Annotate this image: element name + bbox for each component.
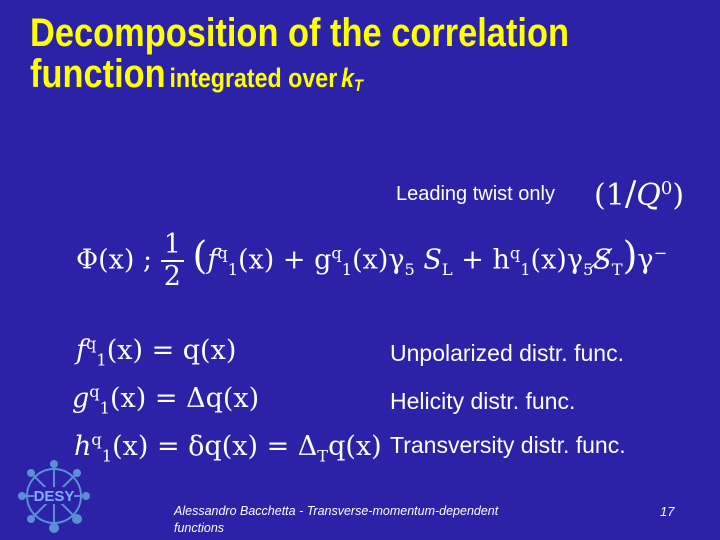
desy-logo [12,458,96,536]
title-line-2-small: integrated over [169,63,338,93]
description-helicity: Helicity distr. func. [390,388,576,414]
power-expression: $(1/Q^0)$ [594,174,685,214]
one-half-fraction: $\frac{1}{2}$ [161,230,184,292]
title-kt: $k_T$ [341,63,363,95]
page-number: 17 [660,504,675,519]
title-line-2 [30,54,569,106]
correlator-equation: Φ(x) ; $\frac{1}{2}$ ($f^q_1(x) + g^q_1(x)\gamma_5$ $S_L$ + $h^q_1(x)\gamma_5S̸_T)\gamma^-$ [76,229,668,292]
footer-text: Alessandro Bacchetta - Transverse-momentum-dependent functions [174,504,499,535]
definition-g1: $g^q_1(x) = \Delta q(x)$ [72,382,260,418]
leading-twist-label: Leading twist only [396,183,555,205]
definition-h1: $h^q_1(x) = \delta q(x) = \Delta_Tq(x)$ [74,430,382,466]
phi-lhs: Φ(x) ; [76,244,153,276]
logo-text: DESY [33,488,75,505]
description-transversity: Transversity distr. func. [390,432,626,458]
title-line-1: Decomposition of the correlation [30,11,569,55]
title-line-2-big: function [30,52,166,96]
slide-title [30,12,569,106]
description-unpolarized: Unpolarized distr. func. [390,340,624,366]
definition-f1: $f^q_1(x) = q(x)$ [76,334,237,370]
